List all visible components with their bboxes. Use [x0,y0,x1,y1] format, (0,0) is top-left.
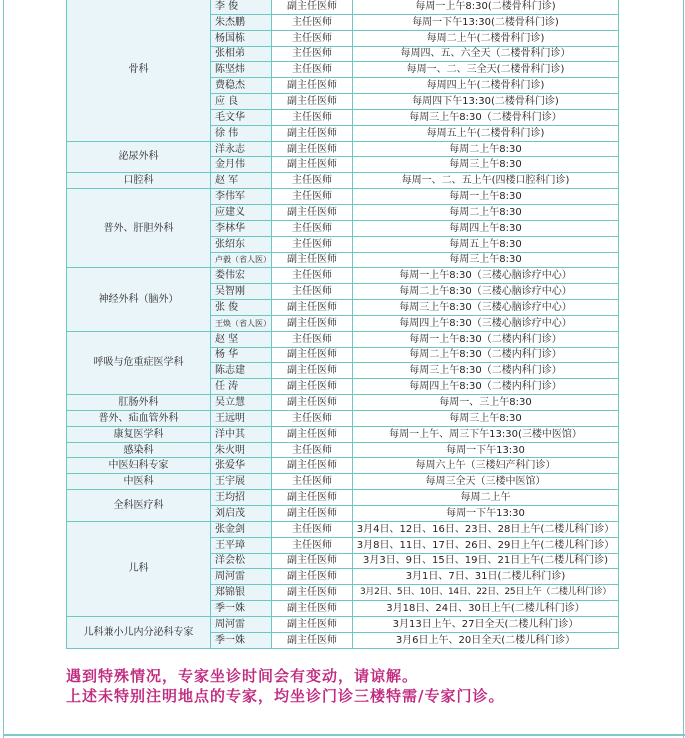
doctor-name-cell: 吴智刚 [211,284,272,300]
schedule-time-cell: 每周四上午8:30（三楼心脑诊疗中心） [353,315,619,331]
doctor-title-cell: 主任医师 [272,220,353,236]
doctor-name-cell: 洋中其 [211,426,272,442]
schedule-time-cell: 每周二上午8:30（三楼心脑诊疗中心） [353,284,619,300]
doctor-name-cell: 王焕（省人医） [211,315,272,331]
table-row [67,173,619,189]
department-cell: 全科医疗科 [67,490,211,522]
doctor-name-cell: 王均招 [211,490,272,506]
schedule-time-cell: 每周一下午13:30 [353,506,619,522]
doctor-title-cell: 副主任医师 [272,347,353,363]
schedule-time-cell: 每周二上午(二楼骨科门诊) [353,30,619,46]
doctor-title-cell: 副主任医师 [272,0,353,14]
doctor-title-cell: 副主任医师 [272,78,353,94]
department-cell: 肛肠外科 [67,395,211,411]
doctor-name-cell: 季一姝 [211,601,272,617]
doctor-title-cell: 主任医师 [272,62,353,78]
doctor-title-cell: 副主任医师 [272,315,353,331]
schedule-time-cell: 每周四上午8:30 [353,220,619,236]
doctor-title-cell: 副主任医师 [272,395,353,411]
doctor-title-cell: 副主任医师 [272,601,353,617]
schedule-time-cell: 每周一、三上午8:30 [353,395,619,411]
doctor-name-cell: 季一姝 [211,632,272,648]
doctor-name-cell: 陈志建 [211,363,272,379]
department-cell: 普外、疝血管外科 [67,410,211,426]
doctor-title-cell: 主任医师 [272,268,353,284]
doctor-name-cell: 赵 坚 [211,331,272,347]
table-row [67,521,619,537]
schedule-time-cell: 3月8日、11日、17日、26日、29日上午(二楼儿科门诊） [353,537,619,553]
table-row [67,474,619,490]
schedule-time-cell: 每周一上午8:30(二楼骨科门诊) [353,0,619,14]
doctor-title-cell: 副主任医师 [272,632,353,648]
doctor-name-cell: 张金剑 [211,521,272,537]
schedule-time-cell: 每周五上午8:30 [353,236,619,252]
schedule-time-cell: 每周四下午13:30(二楼骨科门诊) [353,94,619,110]
schedule-time-cell: 每周一上午8:30（二楼内科门诊） [353,331,619,347]
doctor-name-cell: 洋永志 [211,141,272,157]
table-row [67,426,619,442]
doctor-title-cell: 副主任医师 [272,363,353,379]
doctor-name-cell: 刘启茂 [211,506,272,522]
doctor-title-cell: 主任医师 [272,410,353,426]
doctor-name-cell: 李林华 [211,220,272,236]
doctor-title-cell: 副主任医师 [272,585,353,601]
doctor-name-cell: 陈坚炜 [211,62,272,78]
doctor-title-cell: 主任医师 [272,442,353,458]
doctor-name-cell: 张相弟 [211,46,272,62]
schedule-time-cell: 每周五上午(二楼骨科门诊) [353,125,619,141]
schedule-time-cell: 每周二上午8:30（二楼内科门诊） [353,347,619,363]
doctor-name-cell: 娄伟宏 [211,268,272,284]
schedule-table [66,0,619,649]
department-cell: 儿科兼小儿内分泌科专家 [67,616,211,648]
doctor-title-cell: 副主任医师 [272,125,353,141]
department-cell: 口腔科 [67,173,211,189]
department-cell: 骨科 [67,0,211,141]
doctor-name-cell: 郑锦银 [211,585,272,601]
doctor-name-cell: 李 俊 [211,0,272,14]
doctor-title-cell: 副主任医师 [272,458,353,474]
department-cell: 呼吸与危重症医学科 [67,331,211,394]
schedule-time-cell: 3月13日上午、27日全天(二楼儿科门诊） [353,616,619,632]
doctor-title-cell: 主任医师 [272,173,353,189]
page-frame-bottom [3,734,685,736]
table-row [67,442,619,458]
doctor-name-cell: 毛文华 [211,109,272,125]
doctor-title-cell: 副主任医师 [272,553,353,569]
page-frame-right [683,0,684,738]
doctor-name-cell: 王宇展 [211,474,272,490]
schedule-time-cell: 每周二上午8:30 [353,141,619,157]
schedule-time-cell: 每周一、二、五上午(四楼口腔科门诊) [353,173,619,189]
schedule-time-cell: 每周三上午8:30 [353,157,619,173]
schedule-time-cell: 每周四上午8:30（二楼内科门诊） [353,379,619,395]
doctor-name-cell: 朱火明 [211,442,272,458]
schedule-time-cell: 每周三上午8:30 [353,252,619,268]
doctor-title-cell: 副主任医师 [272,157,353,173]
doctor-title-cell: 主任医师 [272,236,353,252]
schedule-time-cell: 每周二上午8:30 [353,204,619,220]
schedule-time-cell: 3月2日、5日、10日、14日、22日、25日上午（二楼儿科门诊） [353,585,619,601]
doctor-name-cell: 周河雷 [211,616,272,632]
table-row [67,189,619,205]
doctor-title-cell: 副主任医师 [272,616,353,632]
doctor-name-cell: 吴立慧 [211,395,272,411]
schedule-time-cell: 每周一、二、三全天(二楼骨科门诊) [353,62,619,78]
schedule-time-cell: 每周一上午8:30（三楼心脑诊疗中心） [353,268,619,284]
schedule-time-cell: 每周三上午8:30（二楼内科门诊） [353,363,619,379]
doctor-title-cell: 副主任医师 [272,300,353,316]
department-cell: 儿科 [67,521,211,616]
doctor-name-cell: 张爱华 [211,458,272,474]
department-cell: 康复医学科 [67,426,211,442]
schedule-time-cell: 每周三上午8:30 [353,410,619,426]
schedule-time-cell: 每周一下午13:30(二楼骨科门诊) [353,14,619,30]
doctor-title-cell: 主任医师 [272,14,353,30]
doctor-name-cell: 王平璋 [211,537,272,553]
department-cell: 中医科 [67,474,211,490]
doctor-name-cell: 周河雷 [211,569,272,585]
doctor-name-cell: 杨国栋 [211,30,272,46]
doctor-title-cell: 主任医师 [272,331,353,347]
department-cell: 泌尿外科 [67,141,211,173]
doctor-name-cell: 张 俊 [211,300,272,316]
doctor-title-cell: 副主任医师 [272,252,353,268]
doctor-title-cell: 主任医师 [272,46,353,62]
doctor-name-cell: 徐 伟 [211,125,272,141]
doctor-title-cell: 副主任医师 [272,506,353,522]
table-row [67,490,619,506]
doctor-title-cell: 主任医师 [272,474,353,490]
doctor-title-cell: 主任医师 [272,537,353,553]
doctor-title-cell: 主任医师 [272,521,353,537]
doctor-name-cell: 卢毅（省人医） [211,252,272,268]
doctor-name-cell: 李伟军 [211,189,272,205]
schedule-time-cell: 每周三上午8:30（三楼心脑诊疗中心） [353,300,619,316]
page-frame-left [3,0,4,738]
doctor-name-cell: 王远明 [211,410,272,426]
schedule-time-cell: 每周四上午(二楼骨科门诊) [353,78,619,94]
table-row [67,395,619,411]
notice-line-2: 上述未特别注明地点的专家，均坐诊门诊三楼特需/专家门诊。 [66,687,505,705]
table-row [67,141,619,157]
doctor-title-cell: 主任医师 [272,284,353,300]
schedule-time-cell: 3月6日上午、20日全天(二楼儿科门诊） [353,632,619,648]
table-row [67,331,619,347]
doctor-title-cell: 副主任医师 [272,379,353,395]
table-row [67,616,619,632]
doctor-name-cell: 杨 华 [211,347,272,363]
doctor-title-cell: 副主任医师 [272,204,353,220]
doctor-name-cell: 赵 军 [211,173,272,189]
doctor-title-cell: 主任医师 [272,30,353,46]
table-row [67,410,619,426]
schedule-time-cell: 每周六上午（三楼妇产科门诊） [353,458,619,474]
schedule-time-cell: 3月1日、7日、31日(二楼儿科门诊) [353,569,619,585]
doctor-name-cell: 任 涛 [211,379,272,395]
notice-line-1: 遇到特殊情况，专家坐诊时间会有变动，请谅解。 [66,667,419,685]
schedule-time-cell: 每周三全天（三楼中医馆） [353,474,619,490]
department-cell: 普外、肝胆外科 [67,189,211,268]
schedule-time-cell: 每周四、五、六全天（二楼骨科门诊） [353,46,619,62]
schedule-time-cell: 每周一下午13:30 [353,442,619,458]
schedule-time-cell: 每周二上午 [353,490,619,506]
doctor-title-cell: 副主任医师 [272,94,353,110]
schedule-time-cell: 每周一上午、周三下午13:30(三楼中医馆） [353,426,619,442]
department-cell: 神经外科（脑外） [67,268,211,331]
department-cell: 感染科 [67,442,211,458]
doctor-name-cell: 朱杰鹏 [211,14,272,30]
doctor-title-cell: 副主任医师 [272,490,353,506]
table-row [67,0,619,14]
doctor-title-cell: 副主任医师 [272,141,353,157]
department-cell: 中医妇科专家 [67,458,211,474]
schedule-time-cell: 每周一上午8:30 [353,189,619,205]
doctor-name-cell: 金月伟 [211,157,272,173]
doctor-name-cell: 张绍东 [211,236,272,252]
doctor-title-cell: 主任医师 [272,109,353,125]
doctor-name-cell: 应建义 [211,204,272,220]
schedule-table-body [67,0,619,648]
doctor-name-cell: 费稳杰 [211,78,272,94]
doctor-name-cell: 洋会松 [211,553,272,569]
schedule-time-cell: 3月4日、12日、16日、23日、28日上午(二楼儿科门诊） [353,521,619,537]
schedule-time-cell: 每周三上午8:30（二楼骨科门诊） [353,109,619,125]
doctor-title-cell: 副主任医师 [272,426,353,442]
doctor-name-cell: 应 良 [211,94,272,110]
schedule-time-cell: 3月18日、24日、30日上午(二楼儿科门诊） [353,601,619,617]
doctor-title-cell: 主任医师 [272,189,353,205]
doctor-title-cell: 副主任医师 [272,569,353,585]
table-row [67,458,619,474]
schedule-time-cell: 3月3日、9日、15日、19日、21日上午(二楼儿科门诊) [353,553,619,569]
table-row [67,268,619,284]
